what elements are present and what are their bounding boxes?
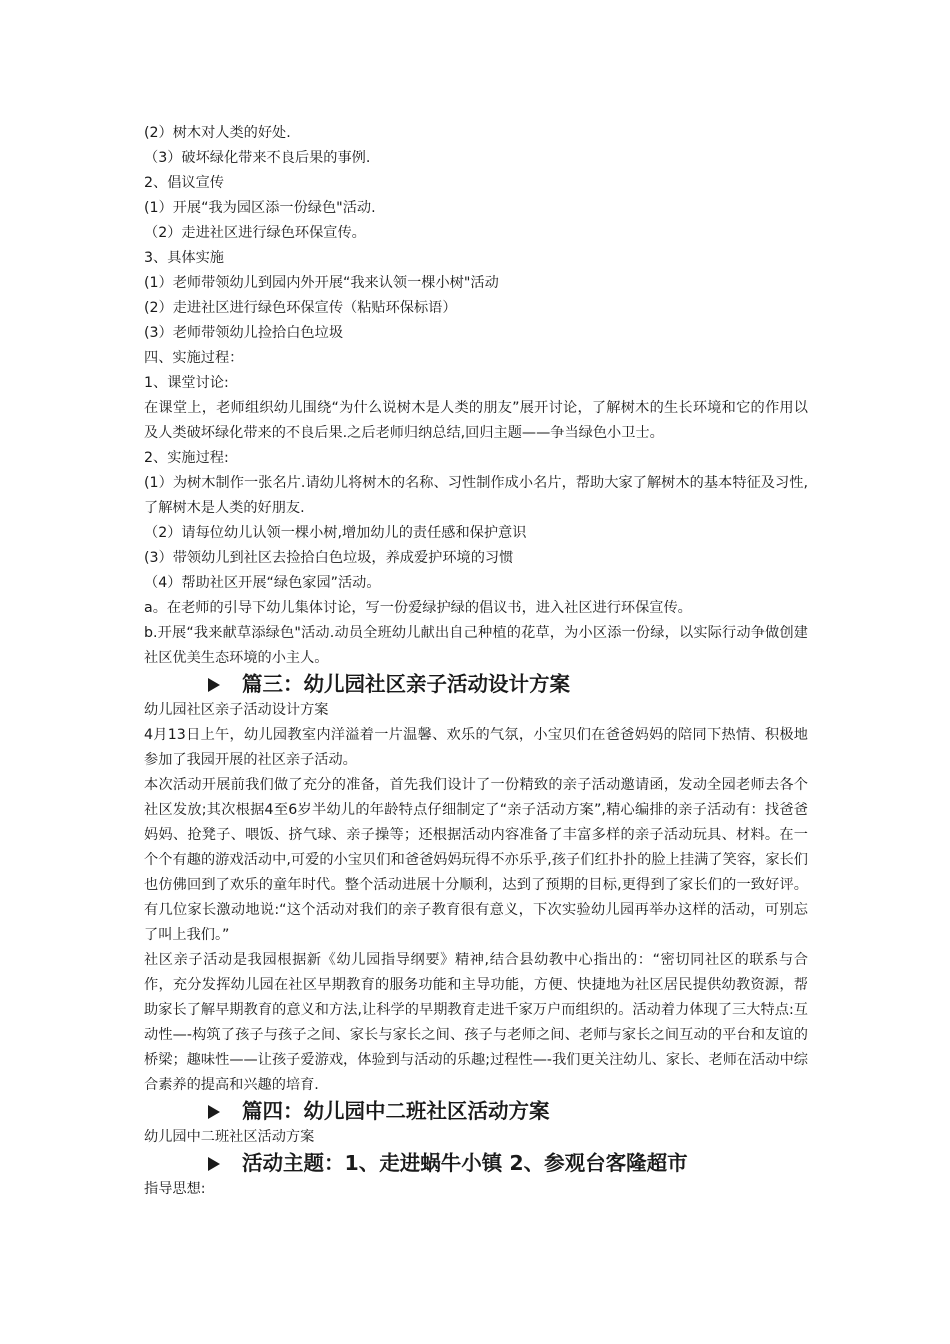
heading-text: 篇四：幼儿园中二班社区活动方案 <box>242 1099 550 1123</box>
section-heading-4 <box>144 1098 808 1125</box>
text-line: 1、课堂讨论: <box>144 375 229 391</box>
text-line: 2、实施过程: <box>144 450 229 466</box>
paragraph-3b: 本次活动开展前我们做了充分的准备，首先我们设计了一份精致的亲子活动邀请函，发动全园老师去各个社区发放;其次根据4至6岁半幼儿的年龄特点仔细制定了“亲子活动方案”,精心编排的亲子活动有：找爸爸妈妈、抢凳子、喂饭、挤气球、亲子操等；还根据活动内容准备了丰富多样的亲子活动玩具、材料。在一个个有趣的游戏活动中,可爱的小宝贝们和爸爸妈妈玩得不亦乐乎,孩子们红扑扑的脸上挂满了笑容，家长们也仿佛回到了欢乐的童年时代。整个活动进展十分顺利，达到了预期的目标,更得到了家长们的一致好评。有几位家长激动地说:“这个活动对我们的亲子教育很有意义，下次实验幼儿园再举办这样的活动，可别忘了叫上我们。” <box>144 777 808 943</box>
section-heading-theme <box>144 1150 808 1177</box>
document-body <box>144 121 808 1202</box>
paragraph-plant: b.开展“我来献草添绿色"活动.动员全班幼儿献出自己种植的花草，为小区添一份绿，以实际行动争做创建社区优美生态环境的小主人。 <box>144 625 808 666</box>
paragraph-namecard: (1）为树木制作一张名片.请幼儿将树木的名称、习性制作成小名片，帮助大家了解树木的基本特征及习性,了解树木是人类的好朋友. <box>144 475 808 516</box>
text-line: 指导思想: <box>144 1181 206 1197</box>
text-line: (1）老师带领幼儿到园内外开展“我来认领一棵小树"活动 <box>144 275 499 291</box>
text-line: (1）开展“我为园区添一份绿色"活动. <box>144 200 376 216</box>
section-heading-3 <box>144 671 808 698</box>
text-line: a。在老师的引导下幼儿集体讨论，写一份爱绿护绿的倡议书，进入社区进行环保宣传。 <box>144 600 692 616</box>
section-heading-process: 四、实施过程： <box>144 350 244 366</box>
heading-text: 篇三：幼儿园社区亲子活动设计方案 <box>242 672 570 696</box>
subtitle-3: 幼儿园社区亲子活动设计方案 <box>144 702 329 718</box>
arrow-bullet-icon <box>208 678 220 692</box>
paragraph-discussion: 在课堂上，老师组织幼儿围绕“为什么说树木是人类的朋友”展开讨论，了解树木的生长环境和它的作用以及人类破坏绿化带来的不良后果.之后老师归纳总结,回归主题——争当绿色小卫士。 <box>144 400 808 441</box>
subtitle-4: 幼儿园中二班社区活动方案 <box>144 1129 315 1145</box>
arrow-bullet-icon <box>208 1157 220 1171</box>
heading-text: 活动主题：1、走进蜗牛小镇 2、参观台客隆超市 <box>242 1151 688 1175</box>
text-line: （2）请每位幼儿认领一棵小树,增加幼儿的责任感和保护意识 <box>144 525 527 541</box>
arrow-bullet-icon <box>208 1105 220 1119</box>
text-line: (3）带领幼儿到社区去捡拾白色垃圾，养成爱护环境的习惯 <box>144 550 514 566</box>
text-line: （3）破坏绿化带来不良后果的事例. <box>144 150 371 166</box>
text-line: （4）帮助社区开展“绿色家园”活动。 <box>144 575 381 591</box>
text-line: (2）走进社区进行绿色环保宣传（粘贴环保标语） <box>144 300 457 316</box>
text-line: 3、具体实施 <box>144 250 224 266</box>
text-line: 2、倡议宣传 <box>144 175 224 191</box>
text-line: （2）走进社区进行绿色环保宣传。 <box>144 225 366 241</box>
paragraph-3c: 社区亲子活动是我园根据新《幼儿园指导纲要》精神,结合县幼教中心指出的：“密切同社区的联系与合作，充分发挥幼儿园在社区早期教育的服务功能和主导功能，方便、快捷地为社区居民提供幼教资源，帮助家长了解早期教育的意义和方法,让科学的早期教育走进千家万户而组织的。活动着力体现了三大特点:互动性—-构筑了孩子与孩子之间、家长与家长之间、孩子与老师之间、老师与家长之间互动的平台和友谊的桥梁；趣味性——让孩子爱游戏，体验到与活动的乐趣;过程性—-我们更关注幼儿、家长、老师在活动中综合素养的提高和兴趣的培育. <box>144 952 808 1093</box>
paragraph-3a: 4月13日上午，幼儿园教室内洋溢着一片温馨、欢乐的气氛，小宝贝们在爸爸妈妈的陪同下热情、积极地参加了我园开展的社区亲子活动。 <box>144 727 808 768</box>
text-line: (2）树木对人类的好处. <box>144 125 291 141</box>
text-line: (3）老师带领幼儿捡拾白色垃圾 <box>144 325 344 341</box>
